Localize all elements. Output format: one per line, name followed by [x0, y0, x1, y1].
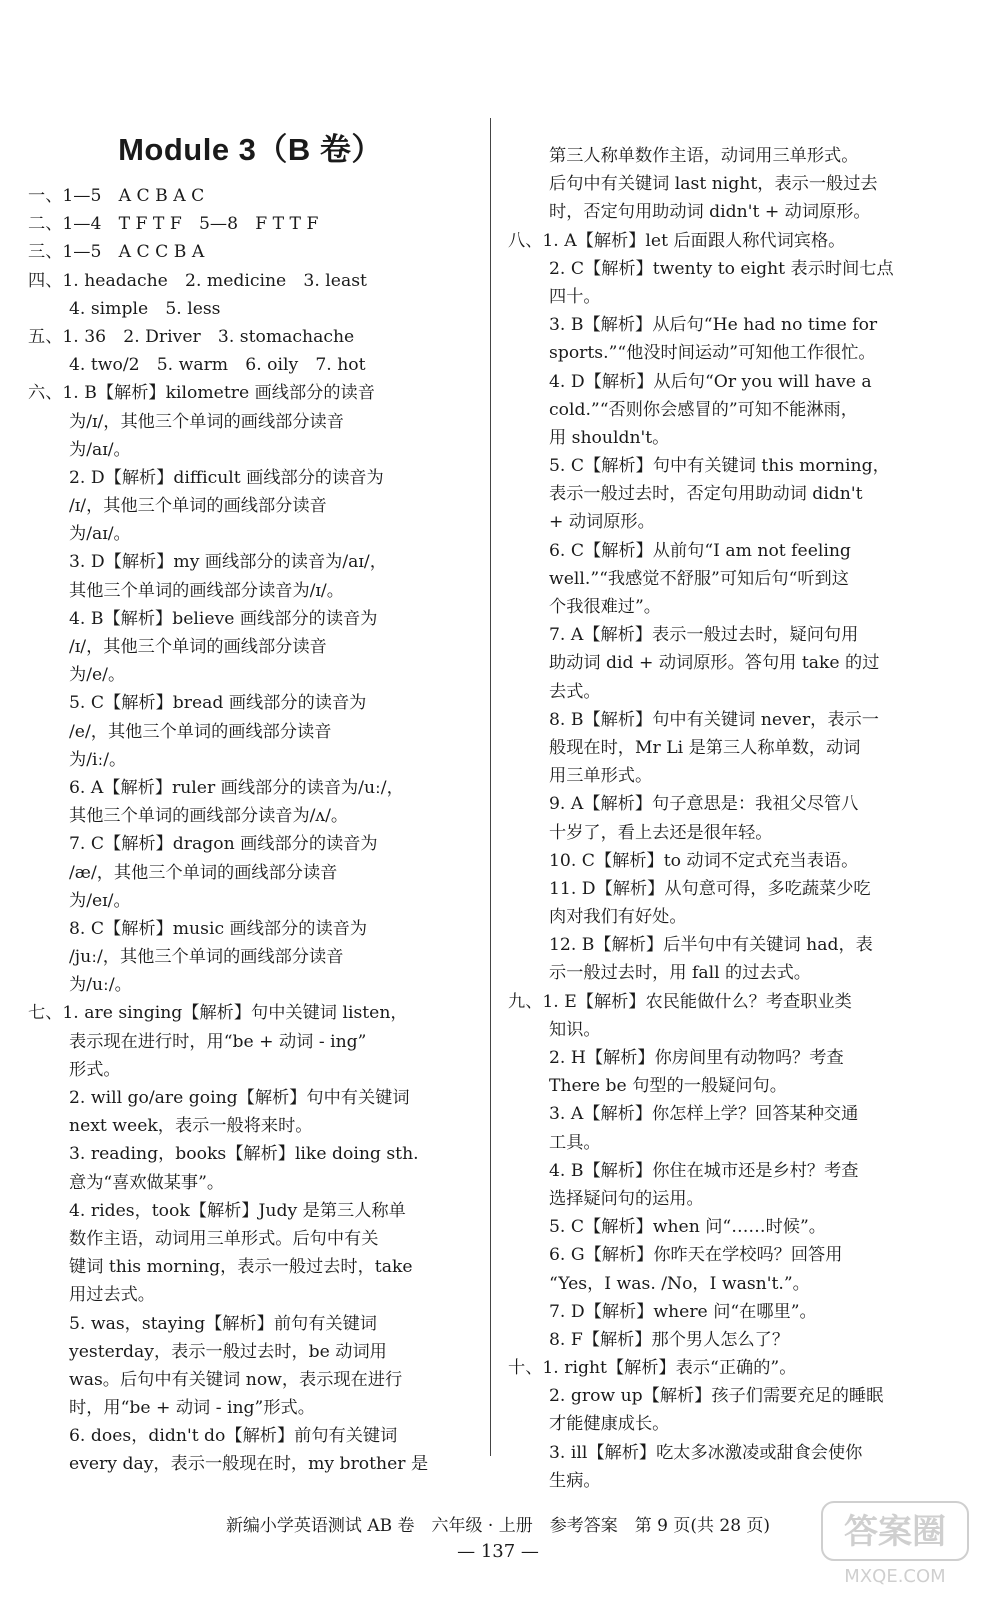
answer-line: 十、1. right【解析】表示“正确的”。: [508, 1358, 797, 1379]
answer-line: 为/e/。: [69, 665, 126, 686]
answer-line: 后句中有关键词 last night，表示一般过去: [549, 174, 878, 195]
answer-line: /juː/，其他三个单词的画线部分读音: [69, 947, 344, 968]
answer-line: 四、1. headache 2. medicine 3. least: [28, 270, 367, 291]
answer-line: 用三单形式。: [549, 766, 653, 787]
answer-line: 6. C【解析】从前句“I am not feeling: [549, 540, 851, 561]
answer-line: /ɪ/，其他三个单词的画线部分读音: [69, 637, 327, 657]
answer-line: well.”“我感觉不舒服”可知后句“听到这: [549, 568, 849, 589]
answer-line: 5. was，staying【解析】前句有关键词: [69, 1313, 377, 1334]
answer-line: 五、1. 36 2. Driver 3. stomachache: [28, 326, 355, 347]
left-answer-lines: [28, 182, 473, 1479]
answer-line: 七、1. are singing【解析】句中关键词 listen，: [28, 1003, 408, 1024]
right-answer-lines: [508, 142, 948, 1495]
answer-line: 7. D【解析】where 问“在哪里”。: [549, 1301, 817, 1322]
answer-line: 3. A【解析】你怎样上学？回答某种交通: [549, 1104, 859, 1125]
answer-line: + 动词原形。: [549, 512, 655, 533]
answer-line: 九、1. E【解析】农民能做什么？考查职业类: [508, 991, 852, 1012]
answer-line: 5. C【解析】句中有关键词 this morning，: [549, 456, 890, 477]
answer-line: 4. simple 5. less: [69, 298, 221, 319]
answer-line: 工具。: [549, 1132, 601, 1153]
answer-line: 意为“喜欢做某事”。: [69, 1172, 225, 1193]
answer-line: 为/iː/。: [69, 749, 127, 770]
answer-line: 12. B【解析】后半句中有关键词 had，表: [549, 935, 873, 956]
answer-line: /æ/，其他三个单词的画线部分读音: [69, 862, 338, 883]
answer-line: 9. A【解析】句子意思是：我祖父尽管八: [549, 794, 859, 815]
answer-line: 数作主语，动词用三单形式。后句中有关: [69, 1228, 379, 1249]
answer-line: 4. B【解析】你住在城市还是乡村？考查: [549, 1160, 859, 1181]
watermark-logo: [820, 1498, 970, 1590]
answer-line: 表示现在进行时，用“be + 动词 - ing”: [69, 1031, 367, 1052]
answer-line: 为/uː/。: [69, 975, 132, 996]
answer-line: cold.”“否则你会感冒的”可知不能淋雨，: [549, 399, 858, 420]
answer-line: 3. reading，books【解析】like doing sth.: [69, 1144, 419, 1165]
answer-line: 知识。: [549, 1019, 601, 1040]
answer-line: /e/，其他三个单词的画线部分读音: [69, 721, 332, 742]
answer-line: every day，表示一般现在时，my brother 是: [69, 1454, 429, 1475]
answer-line: 2. H【解析】你房间里有动物吗？考查: [549, 1048, 844, 1068]
answer-line: 为/aɪ/。: [69, 524, 131, 545]
answer-line: 去式。: [549, 681, 601, 702]
answer-line: 八、1. A【解析】let 后面跟人称代词宾格。: [508, 230, 846, 251]
answer-line: 键词 this morning，表示一般过去时，take: [69, 1257, 413, 1278]
answer-line: 四十。: [549, 286, 601, 307]
answer-line: 个我很难过”。: [549, 597, 661, 617]
answer-line: 7. C【解析】dragon 画线部分的读音为: [69, 834, 378, 855]
answer-line: was。后句中有关键词 now，表示现在进行: [69, 1369, 403, 1390]
answer-line: 生病。: [549, 1470, 601, 1491]
svg-text:MXQE.COM: MXQE.COM: [844, 1566, 946, 1587]
answer-line: 4. D【解析】从后句“Or you will have a: [549, 371, 872, 392]
answer-line: 4. two/2 5. warm 6. oily 7. hot: [69, 355, 366, 376]
answer-line: 为/eɪ/。: [69, 890, 131, 911]
answer-line: 10. C【解析】to 动词不定式充当表语。: [549, 850, 859, 871]
answer-line: 一、1—5 A C B A C: [28, 186, 205, 206]
answer-line: 4. rides，took【解析】Judy 是第三人称单: [69, 1200, 406, 1221]
answer-line: 为/ɪ/，其他三个单词的画线部分读音: [69, 411, 344, 432]
svg-text:答案圈: 答案圈: [844, 1512, 946, 1552]
answer-line: 才能健康成长。: [549, 1414, 670, 1435]
answer-line: 3. ill【解析】吃太多冰激凌或甜食会使你: [549, 1442, 863, 1463]
answer-line: 般现在时，Mr Li 是第三人称单数，动词: [549, 737, 861, 758]
answer-line: 用过去式。: [69, 1285, 155, 1306]
answer-line: 2. will go/are going【解析】句中有关键词: [69, 1088, 410, 1108]
answer-line: 表示一般过去时，否定句用助动词 didn't: [549, 484, 863, 505]
page-number: — 137 —: [457, 1541, 539, 1562]
answer-line: 肉对我们有好处。: [549, 907, 687, 928]
answer-line: 2. grow up【解析】孩子们需要充足的睡眠: [549, 1386, 884, 1407]
answer-line: 6. G【解析】你昨天在学校吗？回答用: [549, 1245, 843, 1266]
answer-line: next week，表示一般将来时。: [69, 1116, 313, 1137]
page-footer: 新编小学英语测试 AB 卷 六年级 · 上册 参考答案 第 9 页(共 28 页): [225, 1516, 771, 1536]
answer-line: 3. B【解析】从后句“He had no time for: [549, 315, 878, 336]
answer-line: 其他三个单词的画线部分读音为/ʌ/。: [69, 806, 349, 827]
answer-line: 8. B【解析】句中有关键词 never，表示一: [549, 709, 879, 730]
answer-line: 2. D【解析】difficult 画线部分的读音为: [69, 467, 384, 488]
answer-line: 11. D【解析】从句意可得，多吃蔬菜少吃: [549, 878, 871, 899]
answer-line: 第三人称单数作主语，动词用三单形式。: [549, 146, 859, 166]
answer-line: 6. does，didn't do【解析】前句有关键词: [69, 1426, 398, 1447]
answer-line: 示一般过去时，用 fall 的过去式。: [549, 963, 811, 984]
page-title: Module 3（B 卷）: [118, 132, 383, 167]
answer-line: 十岁了，看上去还是很年轻。: [549, 822, 773, 843]
answer-line: 形式。: [69, 1059, 121, 1080]
answer-line: “Yes，I was. /No，I wasn't.”。: [549, 1273, 810, 1294]
answer-line: 5. C【解析】when 问“……时候”。: [549, 1217, 826, 1238]
answer-line: 7. A【解析】表示一般过去时，疑问句用: [549, 625, 859, 646]
answer-line: 三、1—5 A C C B A: [28, 242, 205, 263]
answer-line: 4. B【解析】believe 画线部分的读音为: [69, 608, 378, 629]
answer-line: /ɪ/，其他三个单词的画线部分读音: [69, 496, 327, 517]
answer-line: 5. C【解析】bread 画线部分的读音为: [69, 693, 367, 714]
answer-line: 8. C【解析】music 画线部分的读音为: [69, 918, 368, 939]
answer-line: 时，否定句用助动词 didn't + 动词原形。: [549, 202, 871, 223]
answer-line: 助动词 did + 动词原形。答句用 take 的过: [549, 653, 880, 674]
answer-line: 选择疑问句的运用。: [549, 1188, 704, 1209]
answer-line: 8. F【解析】那个男人怎么了？: [549, 1329, 790, 1350]
answer-line: 为/aɪ/。: [69, 439, 131, 460]
answer-line: There be 句型的一般疑问句。: [549, 1076, 787, 1097]
answer-line: sports.”“他没时间运动”可知他工作很忙。: [549, 343, 876, 364]
answer-line: 2. C【解析】twenty to eight 表示时间七点: [549, 258, 894, 279]
answer-line: yesterday，表示一般过去时，be 动词用: [69, 1341, 387, 1362]
column-divider: [490, 118, 491, 1456]
answer-line: 时，用“be + 动词 - ing”形式。: [69, 1398, 315, 1419]
answer-line: 二、1—4 T F T F 5—8 F T T F: [28, 214, 319, 235]
answer-line: 6. A【解析】ruler 画线部分的读音为/uː/，: [69, 777, 404, 798]
answer-line: 六、1. B【解析】kilometre 画线部分的读音: [28, 383, 375, 404]
answer-line: 其他三个单词的画线部分读音为/ɪ/。: [69, 580, 344, 601]
answer-line: 用 shouldn't。: [549, 427, 670, 448]
answer-line: 3. D【解析】my 画线部分的读音为/aɪ/，: [69, 552, 387, 573]
